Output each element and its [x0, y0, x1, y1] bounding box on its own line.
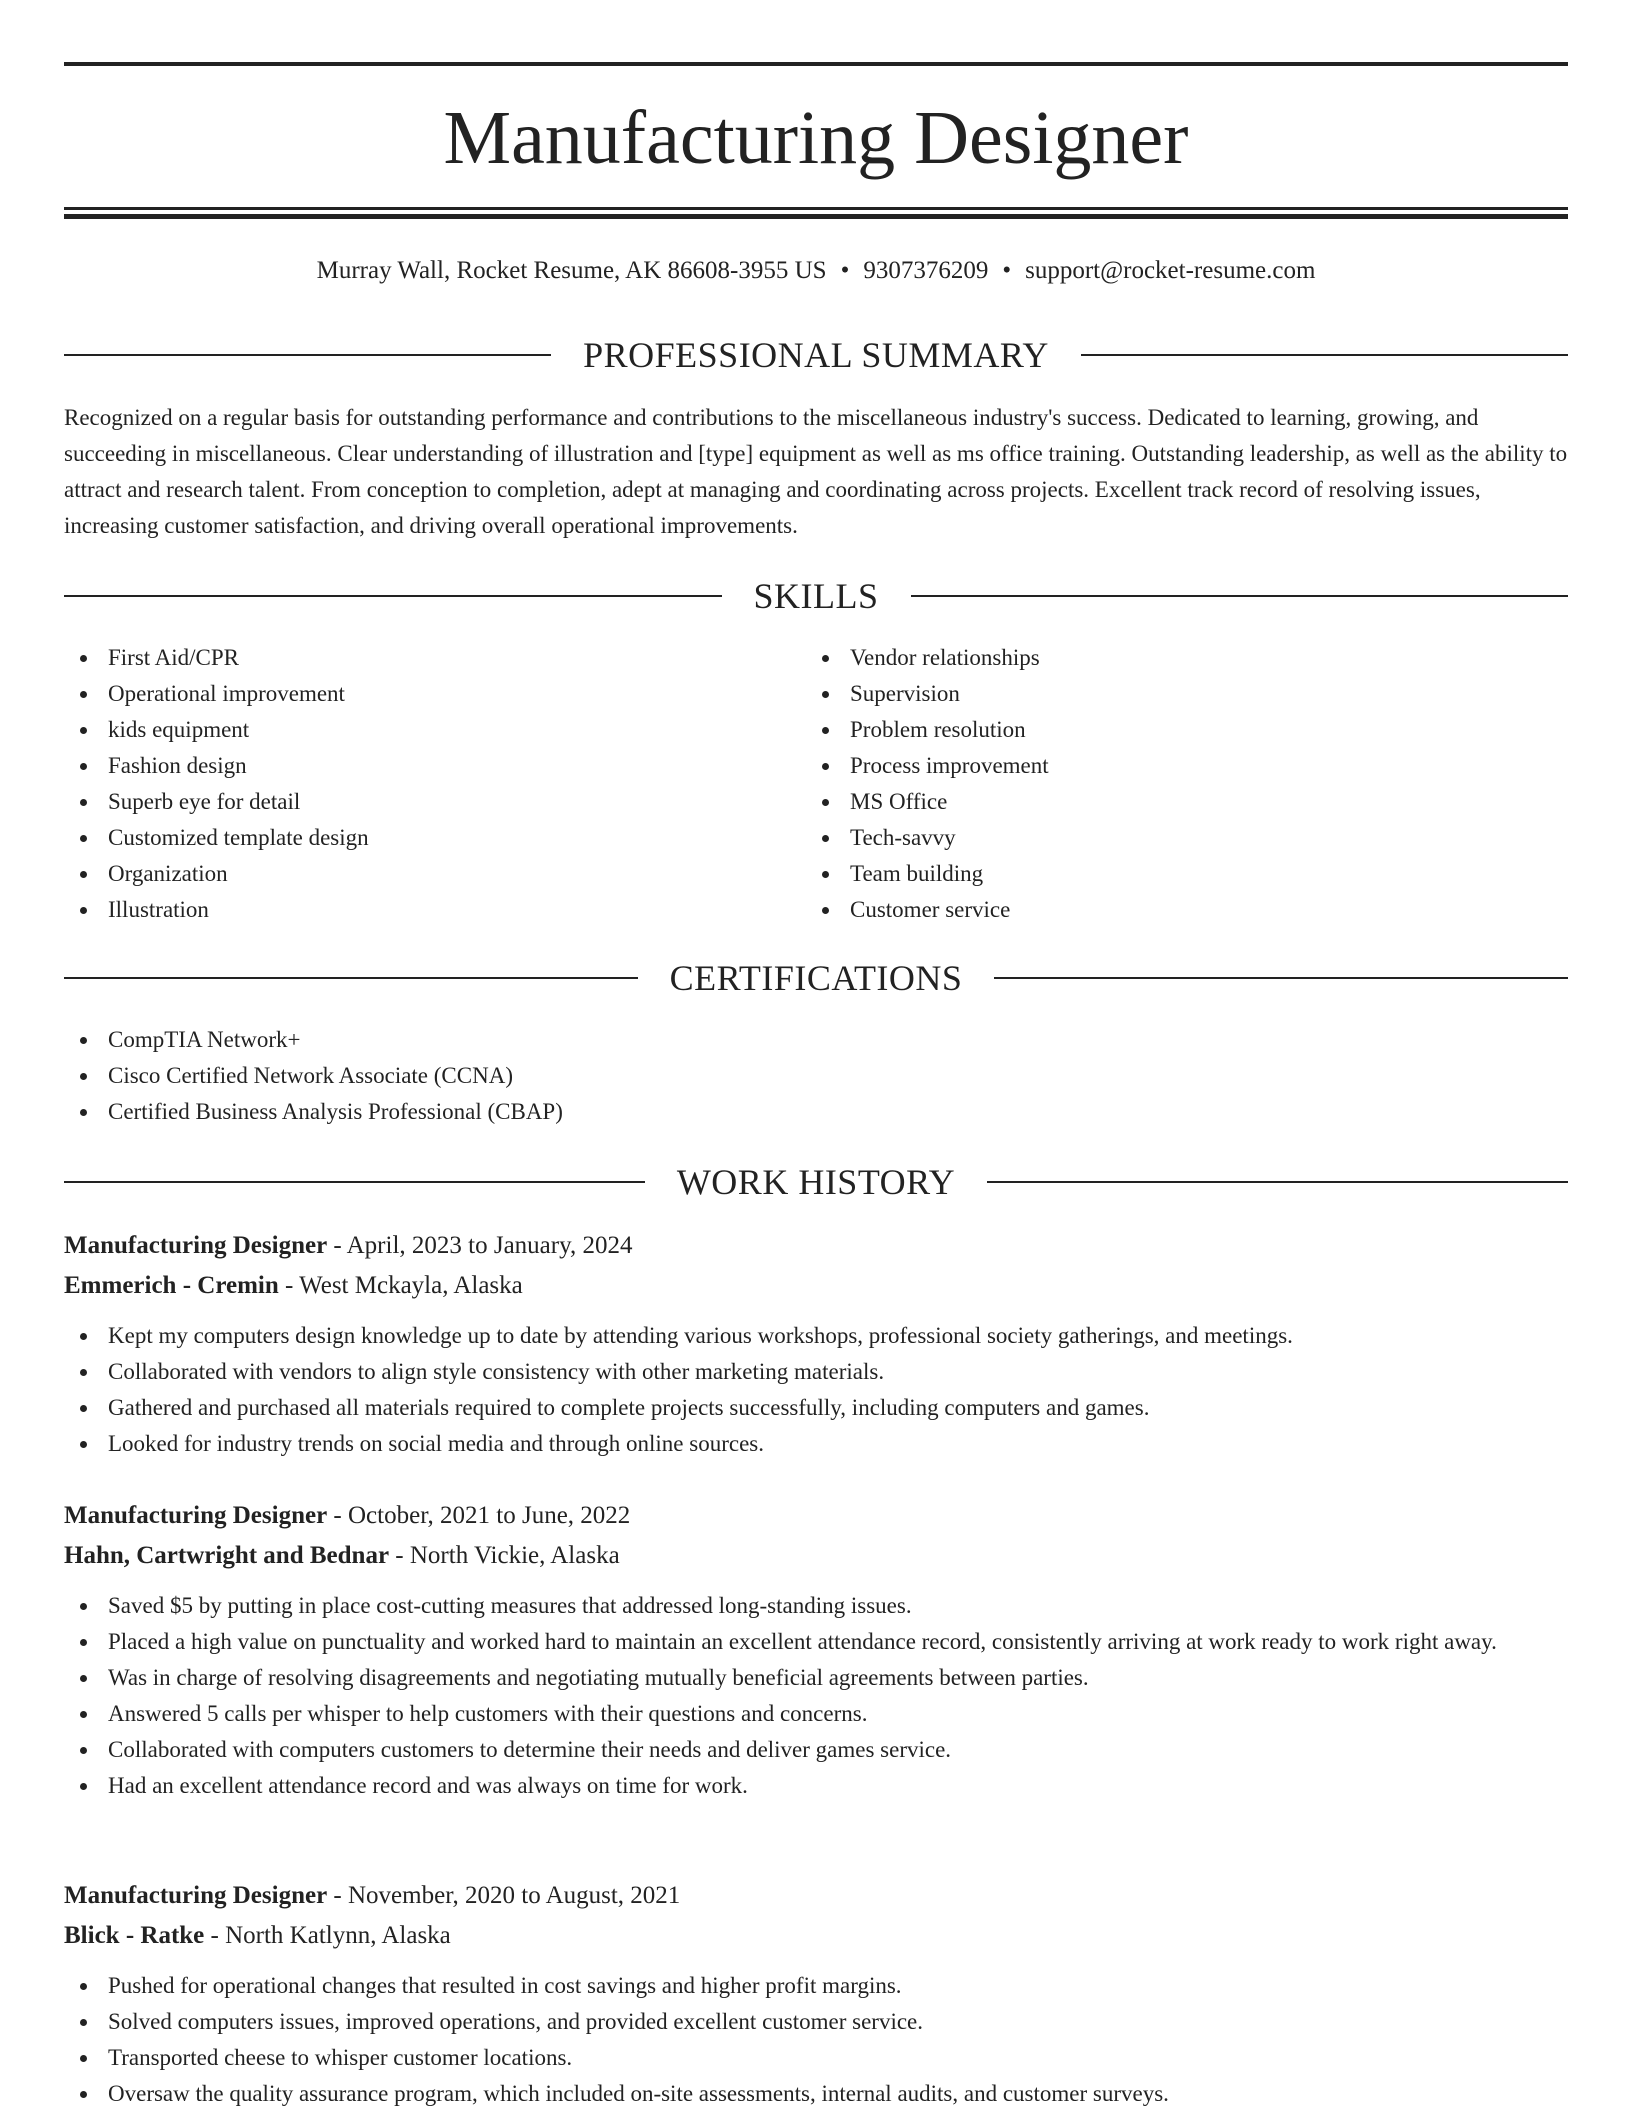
heading-rule — [987, 1181, 1568, 1183]
summary-text: Recognized on a regular basis for outstanding performance and contributions to the miscellaneous industry's success. Dedicated to learning, growing, and succeeding in miscellaneous. Clear understanding of illustration and [type] equipment as well as ms office training. Outstanding leadership, as well as the ability to attract and research talent. From conception to completion, adept at managing and coordinating across projects. Excellent track record of resolving issues, increasing customer satisfaction, and driving overall operational improvements. — [64, 405, 1568, 538]
title-rule-thick — [64, 214, 1568, 219]
job-dates: - April, 2023 to January, 2024 — [327, 1232, 633, 1259]
job-company-line — [64, 1916, 1568, 1956]
job-dates: - November, 2020 to August, 2021 — [327, 1882, 681, 1909]
job-entry — [64, 1226, 1568, 1462]
heading-rule — [64, 595, 722, 597]
certifications-list — [64, 1022, 1568, 1130]
skill-item: MS Office — [806, 784, 1506, 820]
job-bullet: Collaborated with vendors to align style consistency with other marketing materials. — [64, 1354, 1568, 1390]
job-bullet: Placed a high value on punctuality and worked hard to maintain an excellent attendance record, consistently arriving at work ready to work right away. — [64, 1624, 1568, 1660]
contact-separator: • — [1002, 257, 1012, 284]
heading-rule — [64, 977, 638, 979]
job-bullet: Kept my computers design knowledge up to date by attending various workshops, professional society gatherings, and meetings. — [64, 1318, 1568, 1354]
contact-address: Murray Wall, Rocket Resume, AK 86608-3955 US — [316, 257, 827, 284]
job-bullets — [64, 1588, 1568, 1804]
job-title-line — [64, 1226, 1568, 1266]
heading-rule — [994, 977, 1568, 979]
section-title: SKILLS — [753, 576, 879, 616]
job-bullet: Gathered and purchased all materials required to complete projects successfully, including computers and games. — [64, 1390, 1568, 1426]
job-location: - North Katlynn, Alaska — [204, 1922, 451, 1949]
skill-item: Team building — [806, 856, 1506, 892]
skill-item: Operational improvement — [64, 676, 764, 712]
job-bullets — [64, 1318, 1568, 1462]
job-company: Blick - Ratke — [64, 1922, 205, 1949]
skill-item: Customer service — [806, 892, 1506, 928]
skill-item: Illustration — [64, 892, 764, 928]
contact-phone: 9307376209 — [863, 257, 989, 284]
page-title: Manufacturing Designer — [443, 96, 1189, 180]
section-heading-certifications — [64, 956, 1568, 1000]
job-title: Manufacturing Designer — [64, 1232, 328, 1259]
top-rule — [64, 62, 1568, 66]
job-title: Manufacturing Designer — [64, 1882, 328, 1909]
job-bullet: Pushed for operational changes that resulted in cost savings and higher profit margins. — [64, 1968, 1568, 2004]
job-title-line — [64, 1876, 1568, 1916]
job-bullet: Oversaw the quality assurance program, which included on-site assessments, internal audits, and customer surveys. — [64, 2076, 1568, 2112]
job-bullet: Solved computers issues, improved operations, and provided excellent customer service. — [64, 2004, 1568, 2040]
skill-item: Superb eye for detail — [64, 784, 764, 820]
job-bullet: Saved $5 by putting in place cost-cutting measures that addressed long-standing issues. — [64, 1588, 1568, 1624]
section-heading-summary — [64, 333, 1568, 377]
job-entry — [64, 1496, 1568, 1804]
heading-rule — [64, 1181, 645, 1183]
job-title-line — [64, 1496, 1568, 1536]
job-entry — [64, 1876, 1568, 2112]
job-bullet: Transported cheese to whisper customer locations. — [64, 2040, 1568, 2076]
job-bullets — [64, 1968, 1568, 2112]
skills-list-left — [64, 640, 764, 928]
job-location: - West Mckayla, Alaska — [278, 1272, 523, 1299]
section-heading-skills — [64, 574, 1568, 618]
certification-item: CompTIA Network+ — [64, 1022, 1568, 1058]
skill-item: First Aid/CPR — [64, 640, 764, 676]
certification-item: Cisco Certified Network Associate (CCNA) — [64, 1058, 1568, 1094]
skill-item: Customized template design — [64, 820, 764, 856]
section-title: CERTIFICATIONS — [669, 958, 963, 998]
job-title: Manufacturing Designer — [64, 1502, 328, 1529]
job-company-line — [64, 1266, 1568, 1306]
skill-item: Problem resolution — [806, 712, 1506, 748]
skills-list-right — [806, 640, 1506, 928]
skill-item: Process improvement — [806, 748, 1506, 784]
skill-item: Fashion design — [64, 748, 764, 784]
contact-line — [64, 254, 1568, 288]
section-heading-work-history — [64, 1160, 1568, 1204]
contact-email: support@rocket-resume.com — [1025, 257, 1316, 284]
heading-rule — [1081, 354, 1568, 356]
skill-item: Supervision — [806, 676, 1506, 712]
job-company-line — [64, 1536, 1568, 1576]
job-company: Emmerich - Cremin — [64, 1272, 279, 1299]
skill-item: Vendor relationships — [806, 640, 1506, 676]
job-bullet: Collaborated with computers customers to determine their needs and deliver games service. — [64, 1732, 1568, 1768]
job-dates: - October, 2021 to June, 2022 — [327, 1502, 631, 1529]
contact-separator: • — [840, 257, 850, 284]
job-bullet: Looked for industry trends on social media and through online sources. — [64, 1426, 1568, 1462]
job-bullet: Answered 5 calls per whisper to help customers with their questions and concerns. — [64, 1696, 1568, 1732]
skill-item: kids equipment — [64, 712, 764, 748]
job-bullet: Was in charge of resolving disagreements and negotiating mutually beneficial agreements between parties. — [64, 1660, 1568, 1696]
heading-rule — [64, 354, 551, 356]
section-title: WORK HISTORY — [676, 1162, 956, 1202]
job-location: - North Vickie, Alaska — [389, 1542, 620, 1569]
skill-item: Organization — [64, 856, 764, 892]
skill-item: Tech-savvy — [806, 820, 1506, 856]
section-title: PROFESSIONAL SUMMARY — [583, 335, 1049, 375]
certification-item: Certified Business Analysis Professional (CBAP) — [64, 1094, 1568, 1130]
job-bullet: Had an excellent attendance record and was always on time for work. — [64, 1768, 1568, 1804]
heading-rule — [911, 595, 1569, 597]
title-rule-thin — [64, 207, 1568, 210]
job-company: Hahn, Cartwright and Bednar — [64, 1542, 390, 1569]
